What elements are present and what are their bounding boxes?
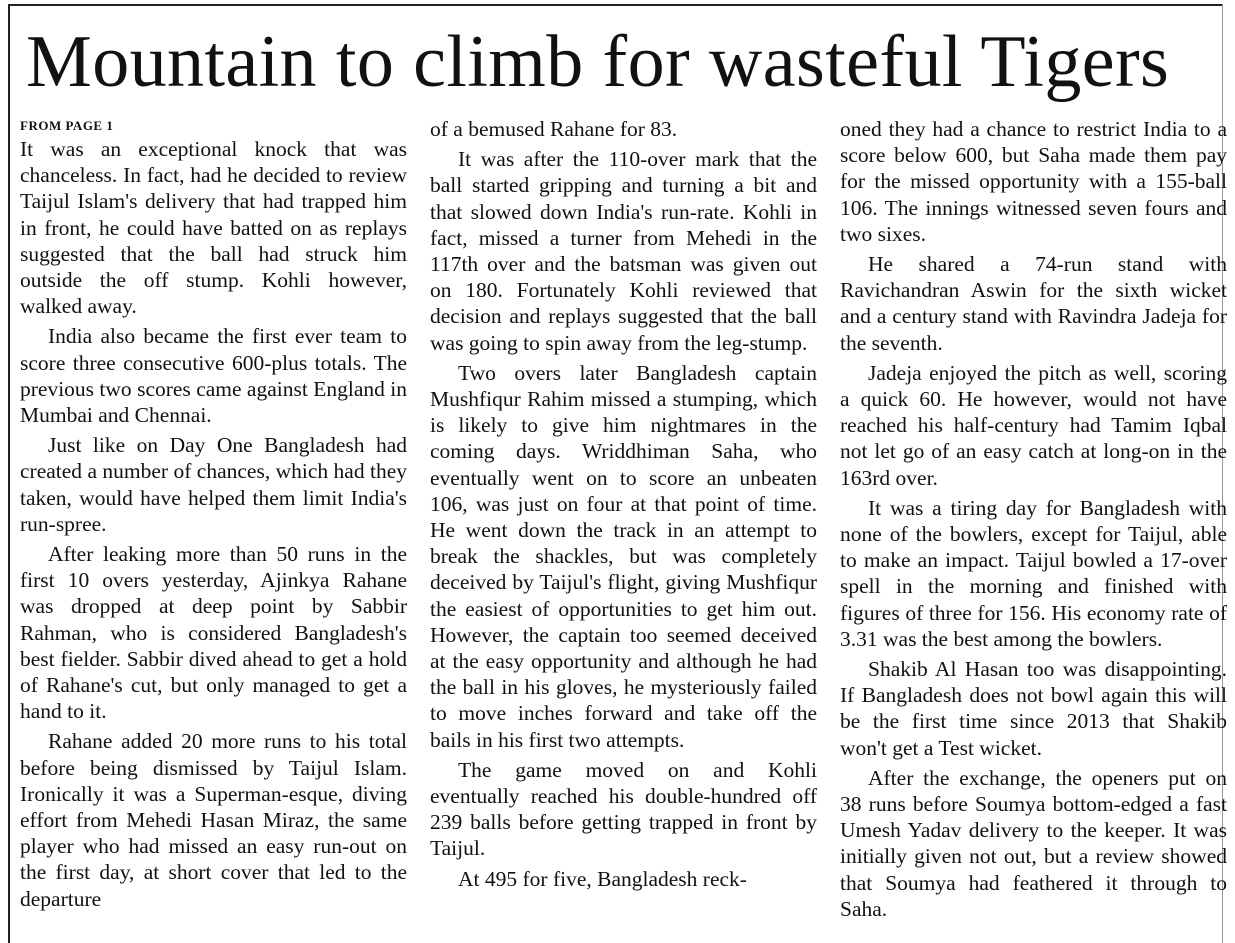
paragraph: After the exchange, the openers put on 38 runs before Soumya bottom-edged a fast Umesh Yadav delivery to the keeper. It was initially given not out, but a review showed that Soumya had feathered it through to Saha.: [840, 765, 1227, 921]
left-rule: [8, 4, 10, 943]
paragraph: Two overs later Bangladesh captain Mushfiqur Rahim missed a stumping, which is likely to give him nightmares in the coming days. Wriddhiman Saha, who eventually went on to score an unbeaten 106, was just on four at that point of time. He went down the track in an attempt to break the shackles, but was completely deceived by Taijul's flight, giving Mushfiqur the easiest of opportunities to get him out. However, the captain too seemed deceived at the easy opportunity and although he had the ball in his gloves, he mysteriously failed to move inches forward and take off the bails in his first two attempts.: [430, 360, 817, 752]
paragraph: of a bemused Rahane for 83.: [430, 117, 678, 141]
paragraph: Just like on Day One Bangladesh had created a number of chances, which had they taken, would have helped them limit India's run-spree.: [20, 433, 407, 536]
article-headline: Mountain to climb for wasteful Tigers: [26, 21, 1170, 103]
article-column-2: [430, 116, 817, 943]
paragraph: India also became the first ever team to score three consecutive 600-plus totals. The previous two scores came against England in Mumbai and Chennai.: [20, 324, 407, 428]
top-rule: [8, 4, 1223, 6]
paragraph: Shakib Al Hasan too was disappointing. If Bangladesh does not bowl again this will be the first time since 2013 that Shakib won't get a Test wicket.: [840, 657, 1227, 760]
paragraph: It was after the 110-over mark that the ball started gripping and turning a bit and that slowed down India's run-rate. Kohli in fact, missed a turner from Mehedi in the 117th over and the batsman was given out on 180. Fortunately Kohli reviewed that decision and replays suggested that the ball was going to spin away from the leg-stump.: [430, 147, 817, 355]
paragraph: He shared a 74-run stand with Ravichandran Aswin for the sixth wicket and a century stand with Ravindra Jadeja for the seventh.: [840, 252, 1227, 355]
paragraph: It was a tiring day for Bangladesh with none of the bowlers, except for Taijul, able to make an impact. Taijul bowled a 17-over spell in the morning and finished with figures of three for 156. His economy rate of 3.31 was the best among the bowlers.: [840, 495, 1227, 651]
paragraph: Jadeja enjoyed the pitch as well, scoring a quick 60. He however, would not have reached his half-century had Tamim Iqbal not let go of an easy catch at long-on in the 163rd over.: [840, 360, 1227, 490]
paragraph: It was an exceptional knock that was chanceless. In fact, had he decided to review Taijul Islam's delivery that had trapped him in front, he could have batted on as replays suggested that the ball had struck him outside the off stump. Kohli however, walked away.: [20, 137, 407, 319]
paragraph: The game moved on and Kohli eventually reached his double-hundred off 239 balls before getting trapped in front by Taijul.: [430, 757, 817, 861]
article-column-1: [20, 116, 407, 943]
paragraph: oned they had a chance to restrict India to a score below 600, but Saha made them pay for the missed opportunity with a 155-ball 106. The innings witnessed seven fours and two sixes.: [840, 117, 1227, 246]
paragraph: At 495 for five, Bangladesh reck-: [458, 866, 747, 891]
kicker-from-page: FROM PAGE 1: [20, 118, 114, 133]
paragraph: After leaking more than 50 runs in the first 10 overs yesterday, Ajinkya Rahane was dropped at deep point by Sabbir Rahman, who is considered Bangladesh's best fielder. Sabbir dived ahead to get a hold of Rahane's cut, but only managed to get a hand to it.: [20, 542, 407, 724]
paragraph: Rahane added 20 more runs to his total before being dismissed by Taijul Islam. Ironically it was a Superman-esque, diving effort from Mehedi Hasan Miraz, the same player who had missed an easy run-out on the first day, at short cover that led to the departure: [20, 729, 407, 911]
article-column-3: [840, 116, 1227, 943]
